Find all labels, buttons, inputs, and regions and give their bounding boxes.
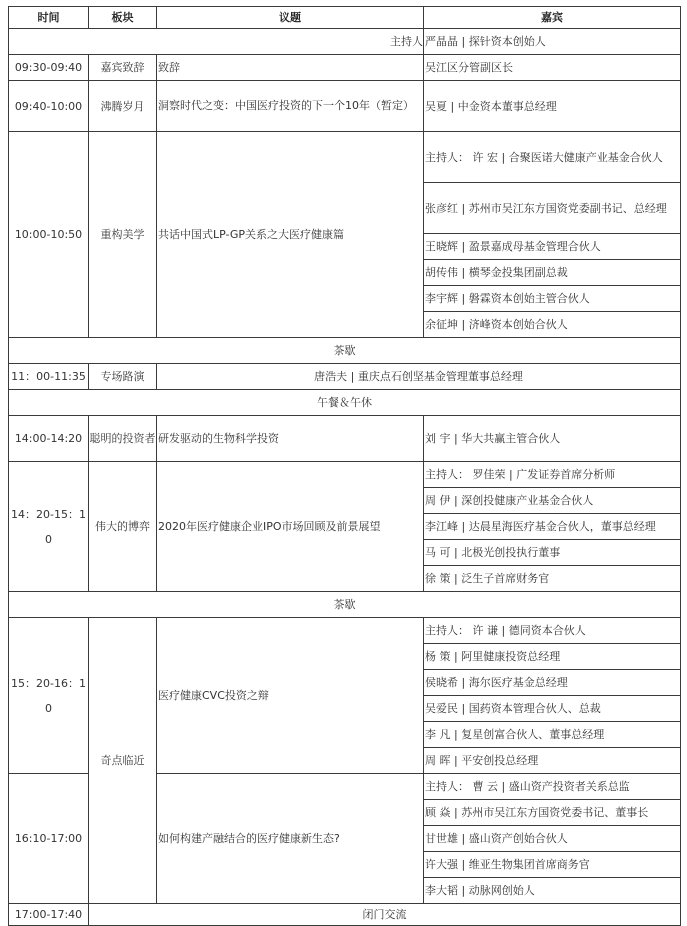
break-cell: 茶歇 [9,338,681,364]
guest-cell: 张彦红 | 苏州市吴江东方国资党委副书记、总经理 [424,183,681,234]
section-cell: 专场路演 [89,364,157,390]
section-cell: 重构美学 [89,132,157,338]
section-cell: 聪明的投资者 [89,416,157,462]
header-topic: 议题 [157,7,424,29]
host-row [9,29,681,55]
header-row [9,7,681,29]
section-cell: 沸腾岁月 [89,81,157,132]
guest-cell: 唐浩夫 | 重庆点石创坚基金管理董事总经理 [157,364,681,390]
time-cell: 09:40-10:00 [9,81,89,132]
guest-cell: 主持人： 许 宏 | 合聚医诺大健康产业基金合伙人 [424,132,681,183]
table-row [9,592,681,618]
guest-cell: 杨 策 | 阿里健康投资总经理 [424,644,681,670]
guest-cell: 周 伊 | 深创投健康产业基金合伙人 [424,488,681,514]
topic-cell: 洞察时代之变：中国医疗投资的下一个10年（暂定） [157,81,424,132]
topic-cell: 致辞 [157,55,424,81]
time-cell: 10:00-10:50 [9,132,89,338]
time-cell: 17:00-17:40 [9,904,89,926]
guest-cell: 许大强 | 维亚生物集团首席商务官 [424,852,681,878]
break-cell: 午餐＆午休 [9,390,681,416]
guest-cell: 李宇辉 | 磐霖资本创始主管合伙人 [424,286,681,312]
time-cell: 14：20-15：10 [9,462,89,592]
guest-cell: 王晓辉 | 盈景嘉成母基金管理合伙人 [424,234,681,260]
break-cell: 茶歇 [9,592,681,618]
guest-cell: 吴爱民 | 国药资本管理合伙人、总裁 [424,696,681,722]
agenda-table [8,6,681,926]
header-section: 板块 [89,7,157,29]
guest-cell: 余征坤 | 济峰资本创始合伙人 [424,312,681,338]
table-row [9,81,681,132]
table-row [9,390,681,416]
header-guests: 嘉宾 [424,7,681,29]
time-cell: 14:00-14:20 [9,416,89,462]
guest-cell: 主持人： 罗佳荣 | 广发证券首席分析师 [424,462,681,488]
guest-cell: 李江峰 | 达晨星海医疗基金合伙人，董事总经理 [424,514,681,540]
section-cell: 奇点临近 [89,618,157,904]
topic-cell: 共话中国式LP-GP关系之大医疗健康篇 [157,132,424,338]
table-row [9,462,681,488]
guest-cell: 马 可 | 北极光创投执行董事 [424,540,681,566]
topic-cell: 医疗健康CVC投资之辩 [157,618,424,774]
guest-cell: 侯晓希 | 海尔医疗基金总经理 [424,670,681,696]
header-time: 时间 [9,7,89,29]
guest-cell: 甘世雄 | 盛山资产创始合伙人 [424,826,681,852]
table-row [9,904,681,926]
guest-cell: 主持人： 许 谦 | 德同资本合伙人 [424,618,681,644]
table-row [9,55,681,81]
time-cell: 16:10-17:00 [9,774,89,904]
time-cell: 09:30-09:40 [9,55,89,81]
guest-cell: 李大韬 | 动脉网创始人 [424,878,681,904]
topic-cell: 如何构建产融结合的医疗健康新生态? [157,774,424,904]
host-value: 严晶晶 | 探针资本创始人 [424,29,681,55]
guest-cell: 徐 策 | 泛生子首席财务官 [424,566,681,592]
guest-cell: 李 凡 | 复星创富合伙人、董事总经理 [424,722,681,748]
section-cell: 伟大的博弈 [89,462,157,592]
guest-cell: 主持人： 曹 云 | 盛山资产投资者关系总监 [424,774,681,800]
table-row [9,618,681,644]
time-cell: 11：00-11:35 [9,364,89,390]
host-label: 主持人 [9,29,424,55]
guest-cell: 胡传伟 | 横琴金投集团副总裁 [424,260,681,286]
guest-cell: 吴夏 | 中金资本董事总经理 [424,81,681,132]
guest-cell: 顾 焱 | 苏州市吴江东方国资党委书记、董事长 [424,800,681,826]
section-cell: 嘉宾致辞 [89,55,157,81]
time-cell: 15：20-16：10 [9,618,89,774]
closing-cell: 闭门交流 [89,904,681,926]
guest-cell: 周 晖 | 平安创投总经理 [424,748,681,774]
table-row [9,338,681,364]
table-row [9,416,681,462]
topic-cell: 研发驱动的生物科学投资 [157,416,424,462]
guest-cell: 吴江区分管副区长 [424,55,681,81]
table-row [9,132,681,183]
guest-cell: 刘 宇 | 华大共赢主管合伙人 [424,416,681,462]
topic-cell: 2020年医疗健康企业IPO市场回顾及前景展望 [157,462,424,592]
table-row [9,364,681,390]
